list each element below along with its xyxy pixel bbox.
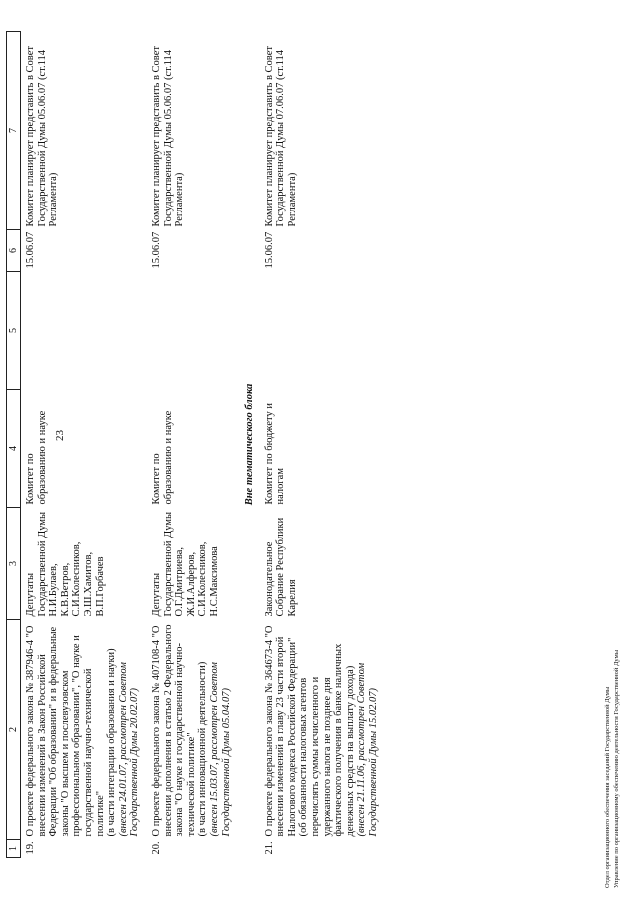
- bill-title: О проекте федерального закона № 407108-4 "О внесении дополнения в статью 2 Федерального закона "О науке и государственной научно-технической политике": [150, 624, 197, 837]
- bill-note: (об обязанности налоговых агентов перечислять суммы исчисленного и удержанного налога не позднее дня фактического получения в банке наличных денежных средств на выплату дохода): [298, 643, 356, 837]
- bill-note: (в части инновационной деятельности): [197, 661, 209, 837]
- responsible-committee: Комитет по образованию и науке: [150, 410, 174, 505]
- column-header: 4: [7, 390, 21, 508]
- column-header: 6: [7, 230, 21, 272]
- block-label: Вне тематического блока: [244, 383, 256, 506]
- bill-note: (в части интеграции образования и науки): [106, 648, 118, 837]
- bill-description: [147, 620, 238, 840]
- bill-description: [21, 620, 147, 840]
- column-header: 2: [7, 620, 21, 840]
- bill-authors: Депутаты Государственной Думы О.Г.Дмитриева, Ж.И.Алферов, С.И.Колесников, Н.С.Максимова: [150, 511, 220, 617]
- column-5-cell: [147, 272, 238, 390]
- bill-title: О проекте федерального закона № 364673-4 "О внесении изменений в главу 23 части второй Налогового кодекса Российской Федерации": [263, 625, 298, 837]
- bill-submitted: (внесен 24.01.07, рассмотрен Советом Государственной Думы 20.02.07): [117, 662, 141, 837]
- footer-directorate: Управление по организационному обеспечению деятельности Государственной Думы: [613, 649, 620, 888]
- row-number: 20.: [150, 841, 162, 855]
- column-header: 7: [7, 32, 21, 230]
- responsible-committee: Комитет по бюджету и налогам: [263, 403, 287, 505]
- table-row: [21, 32, 147, 858]
- bill-status: Комитет планирует представить в Совет Государственной Думы 05.06.07 (ст.114 Регламента): [25, 46, 60, 227]
- agenda-table: [6, 31, 386, 858]
- bill-authors: Законодательное Собрание Республики Карелия: [263, 517, 298, 617]
- bill-authors: Депутаты Государственной Думы Н.И.Булаев, К.В.Ветров, С.И.Колесников, Э.Ш.Хамитов, В.П.Горбачев: [25, 511, 106, 617]
- footer-department: Отдел организационного обеспечения заседаний Государственной Думы: [604, 686, 611, 888]
- bill-description: [260, 620, 386, 840]
- row-number: 19.: [25, 841, 36, 855]
- row-number: 21.: [263, 841, 275, 855]
- table-row: [260, 32, 386, 858]
- responsible-committee: Комитет по образованию и науке: [25, 410, 48, 505]
- bill-submitted: (внесен 15.03.07, рассмотрен Советом Государственной Думы 05.04.07): [208, 662, 232, 837]
- column-header: 1: [7, 840, 21, 858]
- agenda-table-sheet: [6, 32, 496, 858]
- page-number: 23: [54, 430, 66, 441]
- column-header-row: [7, 32, 21, 858]
- column-5-cell: [260, 272, 386, 390]
- bill-title: О проекте федерального закона № 387946-4 "О внесении изменений в Закон Российской Федерации "Об образовании" и в федеральные законы "О высшем и послевузовском профессиональном образовании", "О науке и государственной научно-технической политике": [25, 625, 106, 837]
- section-divider-row: [238, 32, 260, 858]
- column-5-cell: [21, 272, 147, 390]
- column-header: 5: [7, 272, 21, 390]
- deadline-date: 15.06.07: [263, 231, 275, 269]
- bill-submitted: (внесен 21.11.06, рассмотрен Советом Государственной Думы 15.02.07): [356, 662, 380, 837]
- deadline-date: 15.06.07: [25, 231, 36, 269]
- deadline-date: 15.06.07: [150, 231, 162, 269]
- table-row: [147, 32, 238, 858]
- column-header: 3: [7, 508, 21, 620]
- bill-status: Комитет планирует представить в Совет Государственной Думы 05.06.07 (ст.114 Регламента): [150, 46, 186, 227]
- bill-status: Комитет планирует представить в Совет Государственной Думы 07.06.07 (ст.114 Регламента): [263, 46, 298, 227]
